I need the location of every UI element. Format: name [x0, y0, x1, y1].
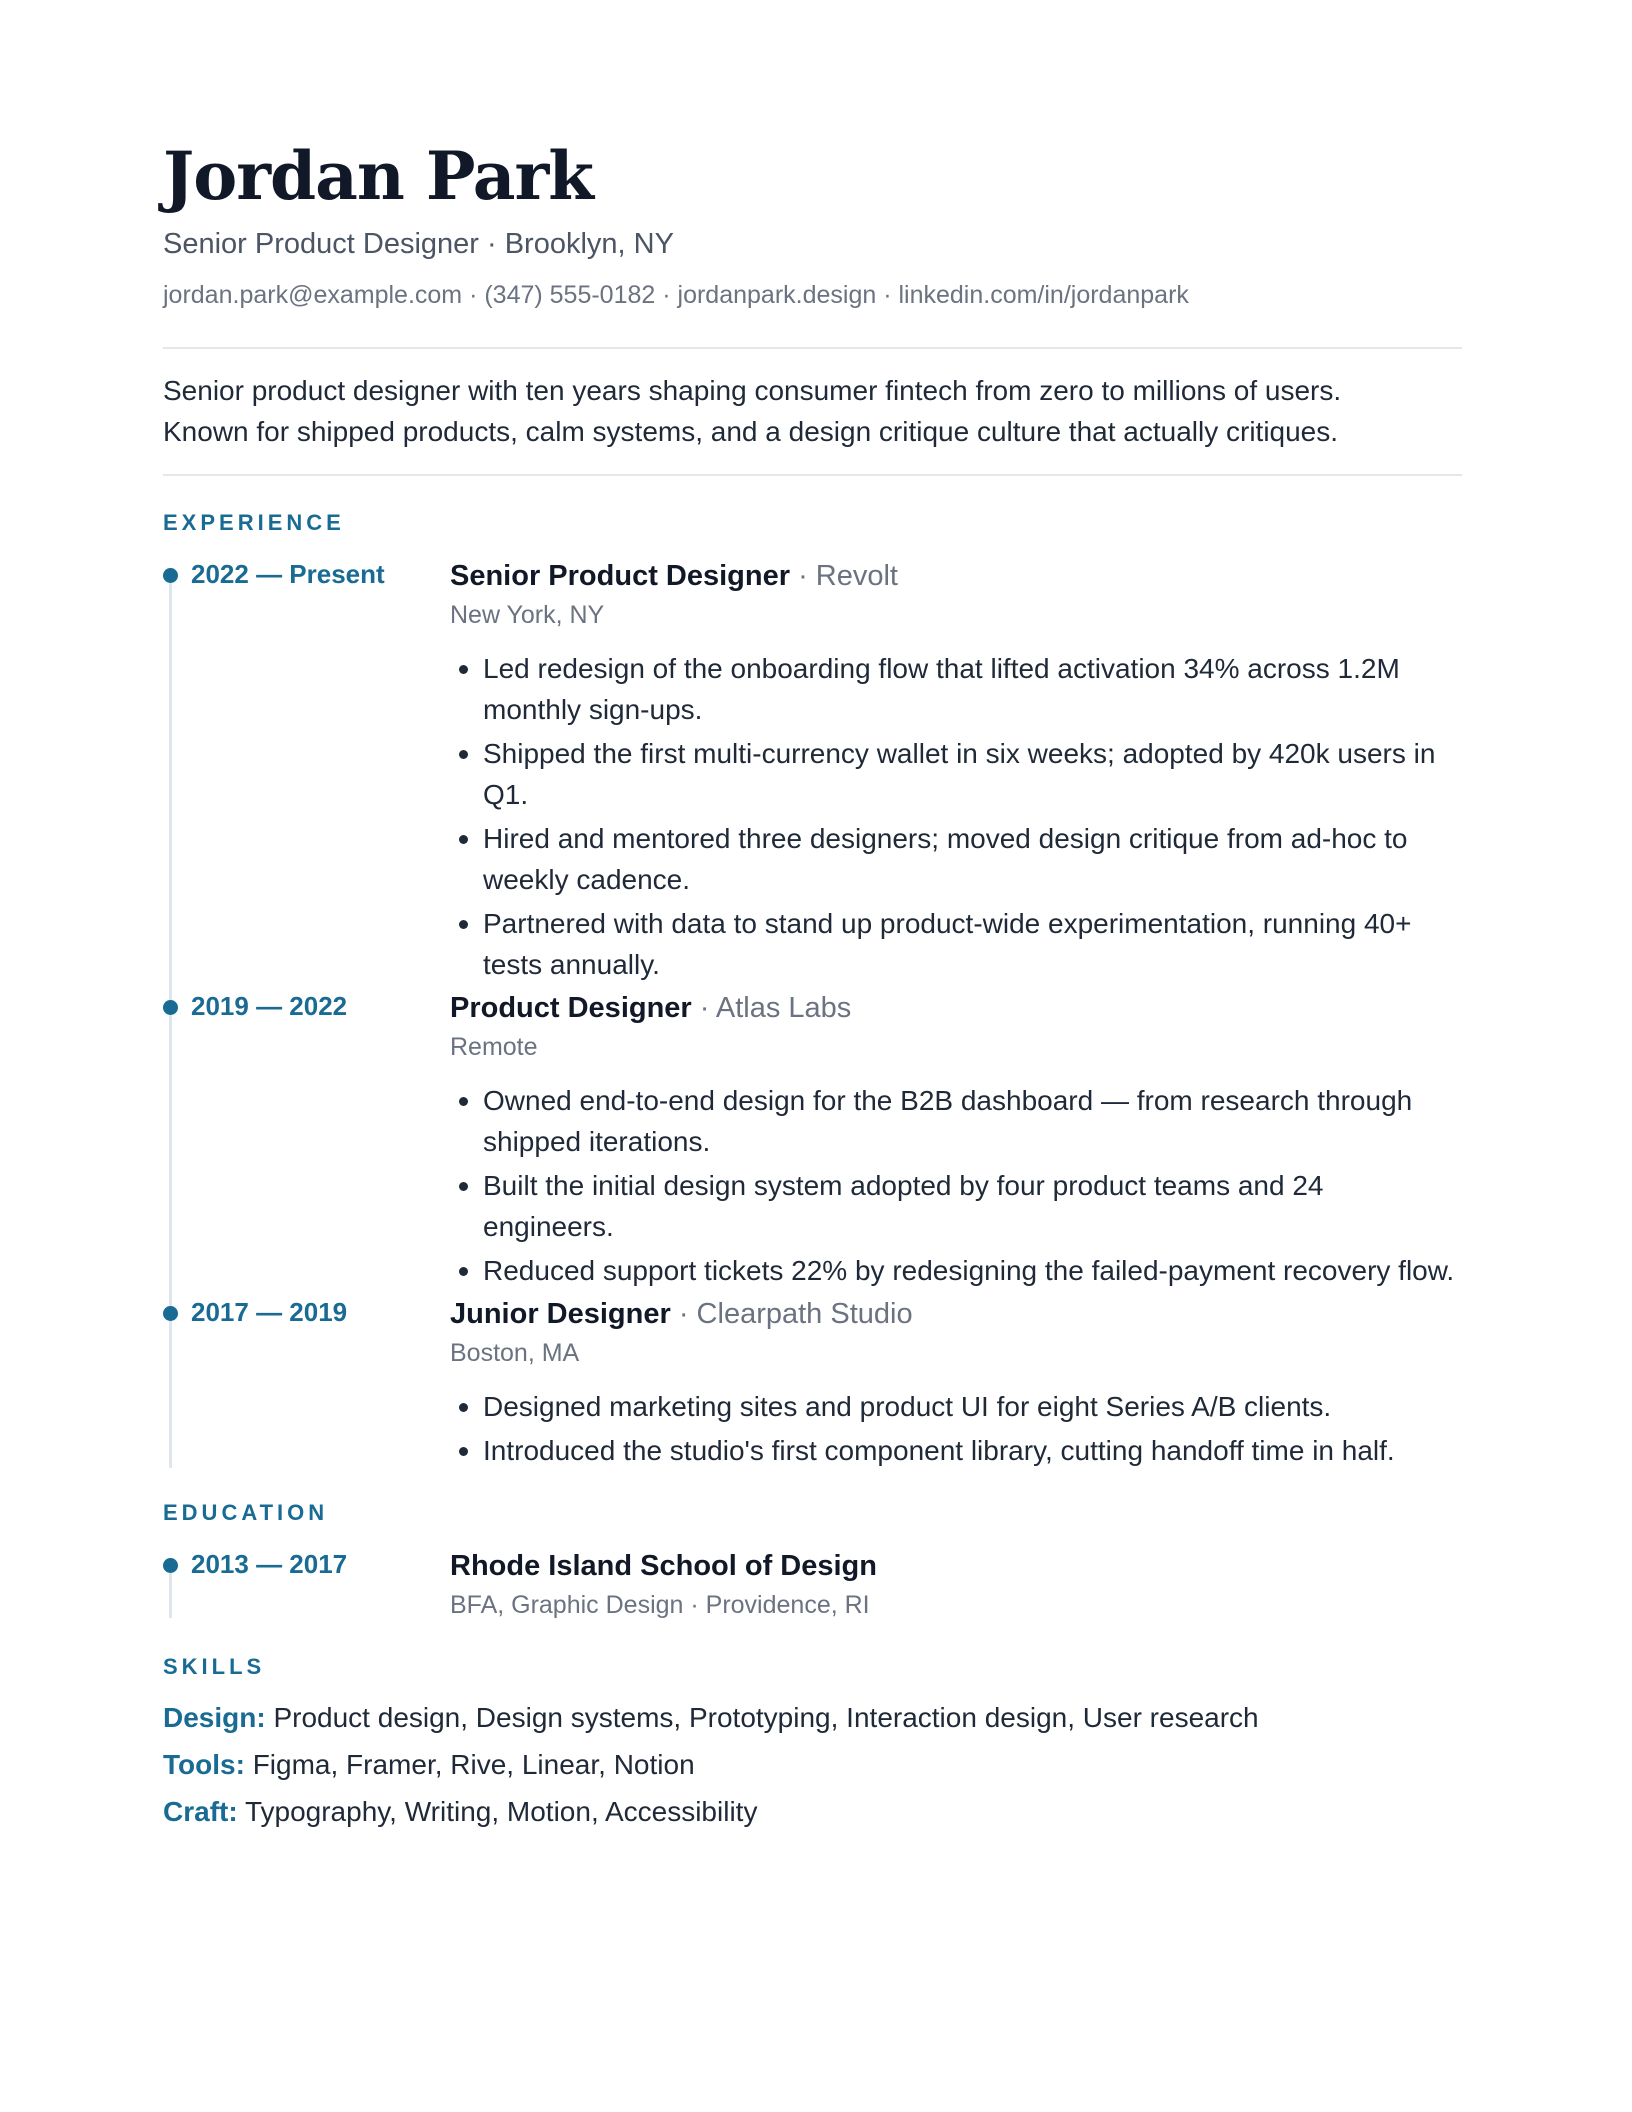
timeline-dot-icon — [163, 1558, 178, 1573]
list-item: Partnered with data to stand up product-wide experimentation, running 40+ tests annually. — [483, 903, 1462, 985]
section-title-experience: EXPERIENCE — [163, 509, 345, 535]
job-location: Remote — [450, 1032, 538, 1061]
experience-timeline — [163, 556, 1462, 1474]
list-item: Reduced support tickets 22% by redesigning the failed-payment recovery flow. — [483, 1250, 1462, 1291]
list-item: Designed marketing sites and product UI for eight Series A/B clients. — [483, 1386, 1462, 1427]
timeline-dot-icon — [163, 1000, 178, 1015]
job-title: Senior Product Designer — [450, 559, 791, 592]
summary-line: Known for shipped products, calm systems, and a design critique culture that actually critiques. — [163, 415, 1339, 447]
list-item: Introduced the studio's first component library, cutting handoff time in half. — [483, 1430, 1462, 1471]
skills-label: Tools: — [163, 1748, 245, 1780]
company-name: · Revolt — [790, 559, 898, 592]
education-entry — [163, 1546, 1462, 1624]
skills-row — [163, 1694, 1462, 1741]
skills-label: Design: — [163, 1701, 266, 1733]
headline: Senior Product Designer · Brooklyn, NY — [163, 228, 674, 260]
experience-entry — [163, 1294, 1462, 1474]
entry-dates: 2022 — Present — [191, 558, 385, 589]
candidate-name: Jordan Park — [163, 137, 594, 215]
section-title-skills: SKILLS — [163, 1653, 266, 1679]
entry-dates: 2013 — 2017 — [191, 1548, 348, 1579]
summary-line: Senior product designer with ten years shaping consumer fintech from zero to millions of users. — [163, 374, 1342, 406]
achievement-list — [450, 1080, 1462, 1291]
summary — [163, 349, 1462, 474]
list-item: Led redesign of the onboarding flow that lifted activation 34% across 1.2M monthly sign-ups. — [483, 648, 1462, 730]
list-item: Owned end-to-end design for the B2B dashboard — from research through shipped iterations. — [483, 1080, 1462, 1162]
experience-entry — [163, 988, 1462, 1294]
role-line — [450, 556, 1462, 596]
entry-dates: 2017 — 2019 — [191, 1296, 348, 1327]
skills-label: Craft: — [163, 1795, 238, 1827]
entry-body — [450, 556, 1462, 988]
experience-section — [163, 510, 1462, 1474]
timeline-dot-icon — [163, 1306, 178, 1321]
skills-value: Figma, Framer, Rive, Linear, Notion — [244, 1748, 695, 1780]
job-title: Product Designer — [450, 991, 692, 1024]
company-name: · Atlas Labs — [691, 991, 852, 1024]
job-title: Junior Designer — [450, 1297, 671, 1330]
school-name: Rhode Island School of Design — [450, 1549, 877, 1582]
entry-body — [450, 1546, 1462, 1624]
contact-line: jordan.park@example.com · (347) 555-0182 · jordanpark.design · linkedin.com/in/jordanpark — [163, 280, 1189, 309]
job-location: New York, NY — [450, 600, 605, 629]
entry-dates: 2019 — 2022 — [191, 990, 348, 1021]
skills-section — [163, 1654, 1462, 1835]
achievement-list — [450, 1386, 1462, 1471]
skills-row — [163, 1788, 1462, 1835]
list-item: Built the initial design system adopted by four product teams and 24 engineers. — [483, 1165, 1462, 1247]
experience-entry — [163, 556, 1462, 988]
skills-row — [163, 1741, 1462, 1788]
degree-detail: BFA, Graphic Design · Providence, RI — [450, 1590, 870, 1619]
company-name: · Clearpath Studio — [670, 1297, 913, 1330]
skills-value: Typography, Writing, Motion, Accessibility — [237, 1795, 758, 1827]
education-section — [163, 1500, 1462, 1624]
divider — [163, 474, 1462, 476]
role-line — [450, 988, 1462, 1028]
role-line — [450, 1294, 1462, 1334]
skills-value: Product design, Design systems, Prototyping, Interaction design, User research — [265, 1701, 1259, 1733]
list-item: Hired and mentored three designers; moved design critique from ad-hoc to weekly cadence. — [483, 818, 1462, 900]
education-timeline — [163, 1546, 1462, 1624]
timeline-dot-icon — [163, 568, 178, 583]
section-title-education: EDUCATION — [163, 1499, 329, 1525]
entry-body — [450, 988, 1462, 1294]
achievement-list — [450, 648, 1462, 985]
skills-list — [163, 1694, 1462, 1835]
job-location: Boston, MA — [450, 1338, 580, 1367]
entry-body — [450, 1294, 1462, 1474]
list-item: Shipped the first multi-currency wallet in six weeks; adopted by 420k users in Q1. — [483, 733, 1462, 815]
